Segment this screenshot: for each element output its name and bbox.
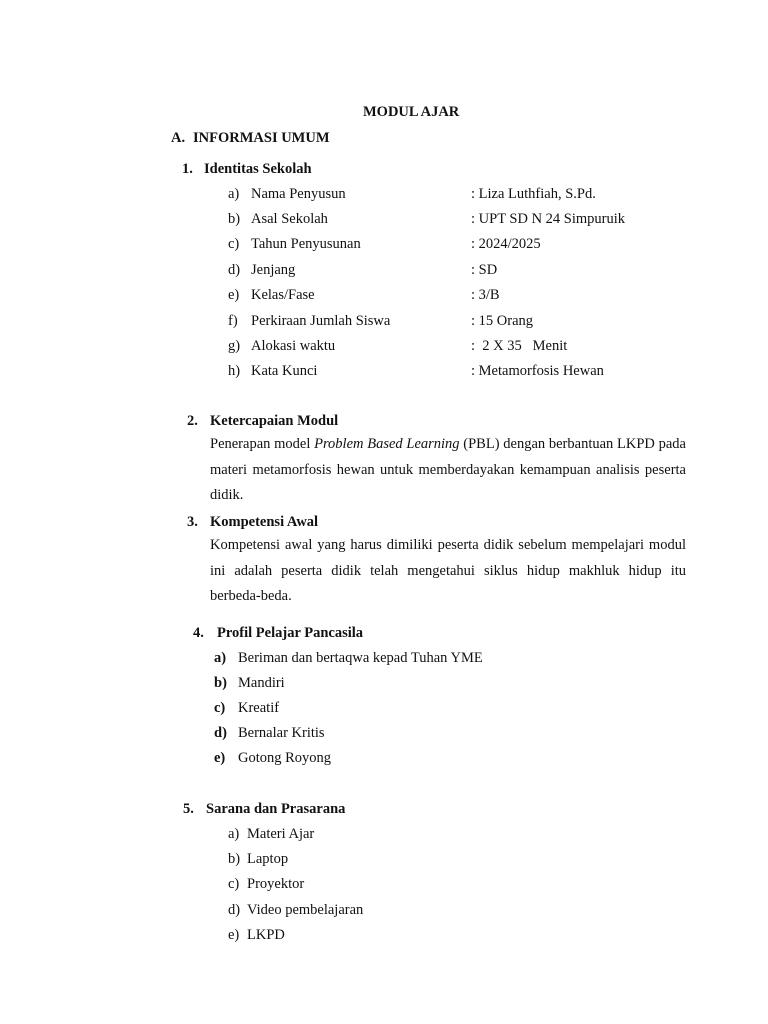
row-label: Tahun Penyusunan: [251, 236, 361, 252]
ketercapaian-number: 2.: [187, 413, 198, 429]
item-text: Gotong Royong: [238, 750, 332, 766]
row-letter: c): [228, 236, 240, 252]
item-text: Bernalar Kritis: [238, 725, 325, 741]
row-letter: a): [228, 186, 240, 202]
row-value: : 2 X 35 Menit: [471, 338, 568, 354]
row-value: : UPT SD N 24 Simpuruik: [471, 211, 626, 227]
item-letter: d): [214, 725, 227, 741]
identitas-heading: Identitas Sekolah: [204, 161, 312, 177]
sarana-heading: Sarana dan Prasarana: [206, 801, 346, 817]
item-text: LKPD: [247, 927, 285, 943]
ketercapaian-paragraph: [210, 432, 686, 509]
row-label: Kelas/Fase: [251, 287, 315, 303]
row-value: : Metamorfosis Hewan: [471, 363, 604, 379]
row-letter: f): [228, 313, 238, 329]
ketercapaian-heading: Ketercapaian Modul: [210, 413, 339, 429]
page-title: MODUL AJAR: [363, 104, 460, 120]
identitas-number: 1.: [182, 161, 193, 177]
item-letter: c): [214, 700, 226, 716]
item-letter: a): [228, 826, 240, 842]
item-text: Laptop: [247, 851, 289, 867]
row-value: : 2024/2025: [471, 236, 541, 252]
item-letter: b): [228, 851, 241, 867]
item-text: Proyektor: [247, 876, 305, 892]
row-letter: d): [228, 262, 241, 278]
row-value: : 3/B: [471, 287, 500, 303]
item-text: Kreatif: [238, 700, 280, 716]
item-letter: d): [228, 902, 241, 918]
row-letter: b): [228, 211, 241, 227]
item-letter: e): [228, 927, 240, 943]
row-label: Kata Kunci: [251, 363, 318, 379]
row-label: Perkiraan Jumlah Siswa: [251, 313, 391, 329]
ketercapaian-text-italic: Problem Based Learning: [314, 436, 460, 452]
kompetensi-number: 3.: [187, 514, 198, 530]
ketercapaian-text-start: Penerapan model: [210, 436, 315, 452]
row-letter: h): [228, 363, 241, 379]
row-value: : SD: [471, 262, 498, 278]
item-text: Materi Ajar: [247, 826, 315, 842]
ketercapaian-text-end: (PBL) dengan berbantuan LKPD pada materi metamorfosis hewan untuk memberdayakan kemampuan analisis peserta didik.: [210, 436, 686, 503]
row-value: : 15 Orang: [471, 313, 534, 329]
item-letter: e): [214, 750, 226, 766]
section-a-letter: A.: [171, 130, 186, 146]
row-label: Asal Sekolah: [251, 211, 328, 227]
section-a-heading: INFORMASI UMUM: [193, 130, 330, 146]
row-letter: g): [228, 338, 241, 354]
row-label: Jenjang: [251, 262, 296, 278]
row-label: Nama Penyusun: [251, 186, 346, 202]
item-text: Beriman dan bertaqwa kepad Tuhan YME: [238, 650, 483, 666]
sarana-number: 5.: [183, 801, 194, 817]
profil-heading: Profil Pelajar Pancasila: [217, 625, 364, 641]
item-text: Video pembelajaran: [247, 902, 364, 918]
item-letter: c): [228, 876, 240, 892]
item-text: Mandiri: [238, 675, 285, 691]
kompetensi-paragraph: Kompetensi awal yang harus dimiliki peserta didik sebelum mempelajari modul ini adalah peserta didik telah mengetahui siklus hidup makhluk hidup itu berbeda-beda.: [210, 537, 686, 604]
item-letter: b): [214, 675, 227, 691]
row-letter: e): [228, 287, 240, 303]
profil-number: 4.: [193, 625, 204, 641]
kompetensi-heading: Kompetensi Awal: [210, 514, 319, 530]
row-value: : Liza Luthfiah, S.Pd.: [471, 186, 596, 202]
row-label: Alokasi waktu: [251, 338, 336, 354]
item-letter: a): [214, 650, 227, 666]
